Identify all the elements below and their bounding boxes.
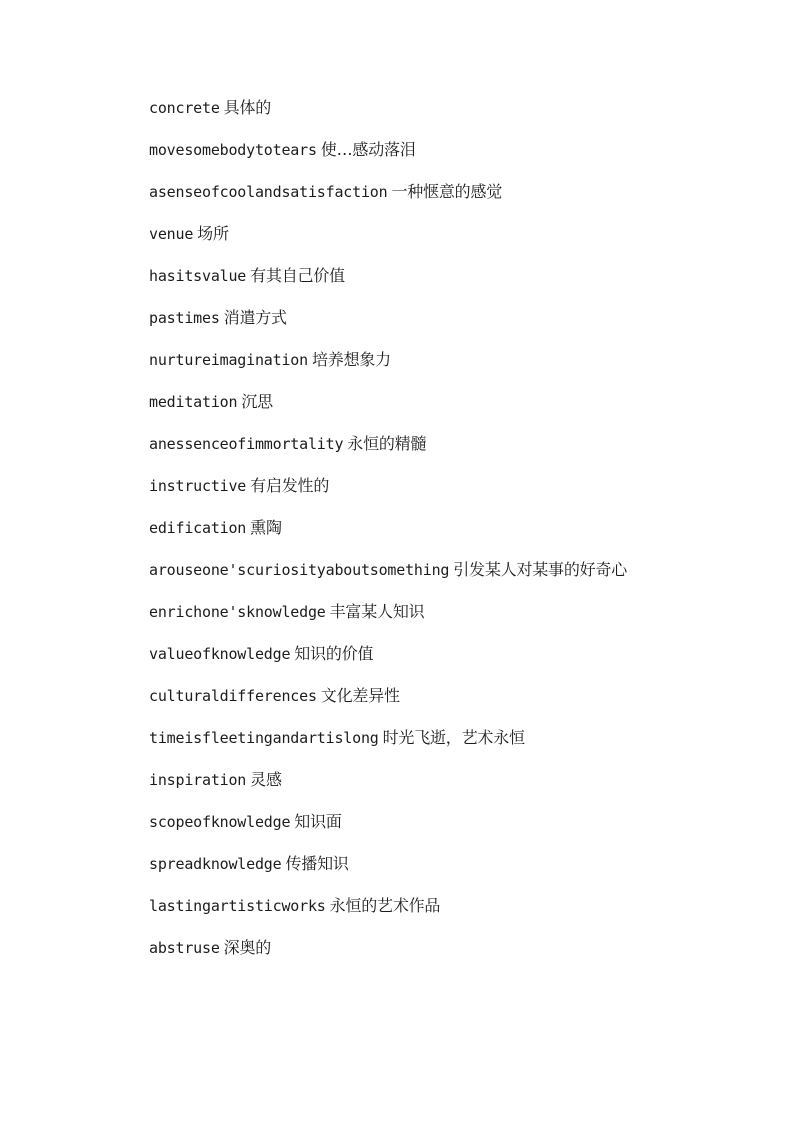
vocab-entry (118, 389, 678, 415)
vocab-meaning: 具体的 (223, 98, 272, 117)
vocab-term: nurtureimagination (149, 351, 308, 369)
vocab-entry (118, 179, 678, 205)
vocab-meaning: 引发某人对某事的好奇心 (453, 560, 628, 579)
vocab-meaning: 传播知识 (285, 854, 349, 873)
vocab-meaning: 场所 (197, 224, 229, 243)
vocab-entry (118, 725, 678, 751)
vocab-entry (118, 263, 678, 289)
vocab-term: movesomebodytotears (149, 141, 317, 159)
vocab-meaning: 知识面 (294, 812, 342, 831)
vocab-meaning: 永恒的精髓 (347, 434, 427, 453)
vocab-entry (118, 641, 678, 667)
vocab-entry (118, 767, 678, 793)
vocab-term: edification (149, 519, 247, 537)
vocab-meaning: 消遣方式 (223, 308, 287, 327)
vocab-term: concrete (149, 99, 220, 117)
vocab-entry (118, 137, 678, 163)
vocab-entry (118, 515, 678, 541)
vocab-term: venue (149, 225, 194, 243)
vocab-entry (118, 431, 678, 457)
vocab-meaning: 一种惬意的感觉 (391, 182, 503, 201)
vocab-entry (118, 683, 678, 709)
vocab-term: meditation (149, 393, 238, 411)
vocab-term: anessenceofimmortality (149, 435, 344, 453)
vocab-entry (118, 893, 678, 919)
vocab-term: enrichone'sknowledge (149, 603, 326, 621)
vocab-meaning: 丰富某人知识 (329, 602, 425, 621)
vocab-entry (118, 221, 678, 247)
vocab-meaning: 时光飞逝，艺术永恒 (382, 728, 525, 747)
vocab-entry (118, 347, 678, 373)
vocab-term: lastingartisticworks (149, 897, 326, 915)
vocab-meaning: 培养想象力 (311, 350, 391, 369)
vocab-entry (118, 809, 678, 835)
vocab-meaning: 使…感动落泪 (320, 140, 416, 159)
vocab-term: valueofknowledge (149, 645, 291, 663)
vocab-term: instructive (149, 477, 247, 495)
vocab-term: hasitsvalue (149, 267, 247, 285)
vocab-entry (118, 557, 678, 583)
vocab-entry (118, 935, 678, 961)
vocab-term: arouseone'scuriosityaboutsomething (149, 561, 450, 579)
vocab-entry (118, 95, 678, 121)
vocab-entry (118, 473, 678, 499)
vocabulary-list (118, 95, 678, 977)
vocab-meaning: 永恒的艺术作品 (329, 896, 441, 915)
vocab-term: asenseofcoolandsatisfaction (149, 183, 388, 201)
vocab-meaning: 沉思 (241, 392, 273, 411)
vocab-entry (118, 305, 678, 331)
vocab-term: scopeofknowledge (149, 813, 291, 831)
vocab-term: inspiration (149, 771, 247, 789)
vocab-meaning: 熏陶 (250, 518, 282, 537)
vocab-entry (118, 851, 678, 877)
vocab-term: pastimes (149, 309, 220, 327)
vocab-meaning: 有启发性的 (250, 476, 330, 495)
vocab-term: culturaldifferences (149, 687, 317, 705)
vocab-entry (118, 599, 678, 625)
vocab-meaning: 知识的价值 (294, 644, 374, 663)
vocab-term: abstruse (149, 939, 220, 957)
vocab-term: timeisfleetingandartislong (149, 729, 379, 747)
vocab-meaning: 有其自己价值 (250, 266, 345, 285)
vocab-meaning: 深奥的 (223, 938, 272, 957)
vocab-meaning: 文化差异性 (320, 686, 400, 705)
vocab-term: spreadknowledge (149, 855, 282, 873)
vocab-meaning: 灵感 (250, 770, 282, 789)
